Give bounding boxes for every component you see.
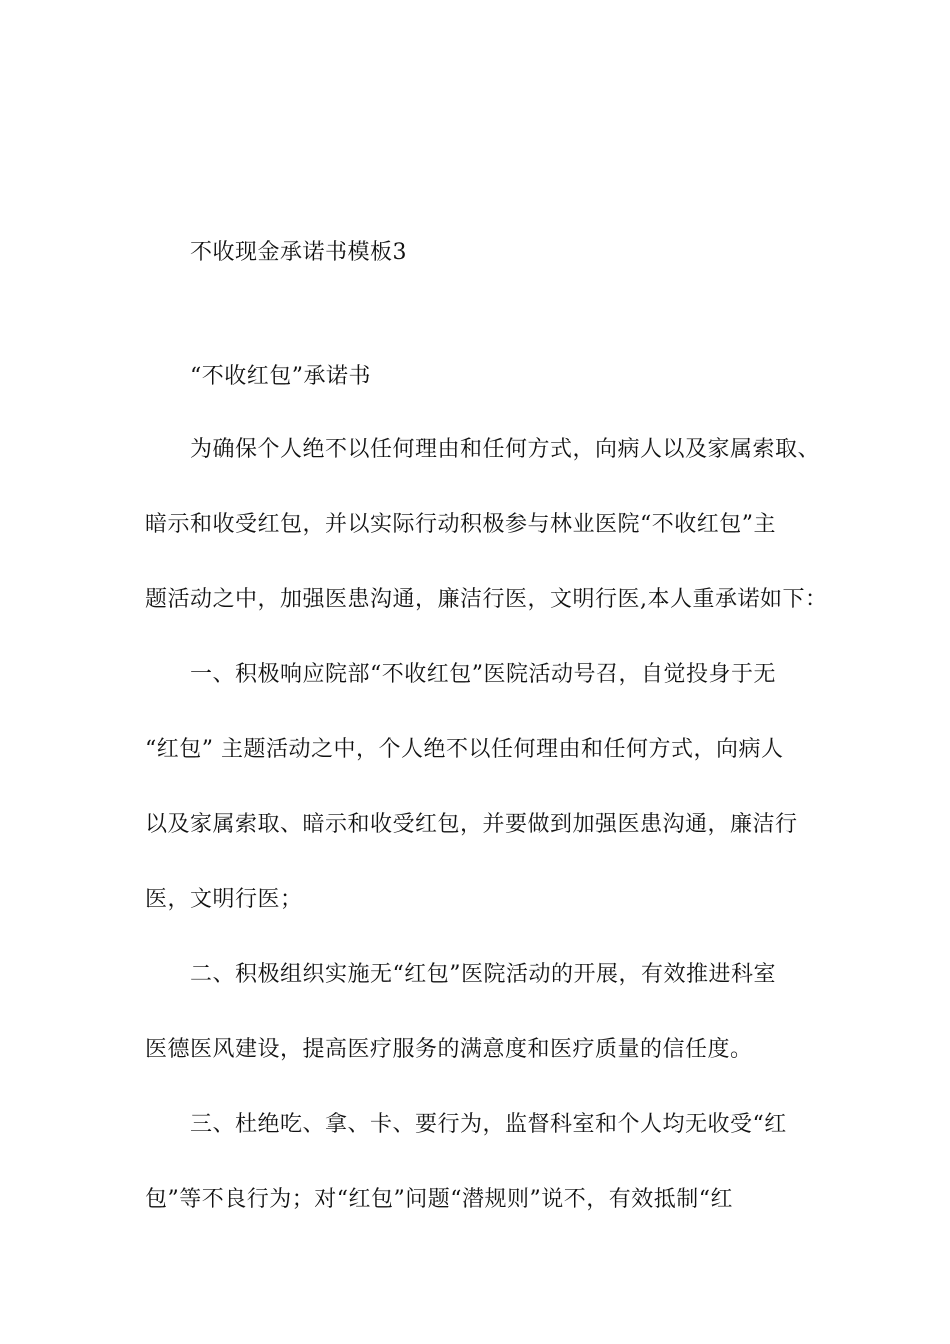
paragraph-line: 题活动之中，加强医患沟通，廉洁行医，文明行医,本人重承诺如下： (145, 587, 828, 612)
paragraph-line: 医，文明行医； (145, 887, 303, 912)
paragraph-line: 包”等不良行为；对“红包”问题“潜规则”说不，有效抵制“红 (145, 1187, 733, 1212)
letter-title: “不收红包”承诺书 (190, 364, 371, 389)
paragraph-line: 二、积极组织实施无“红包”医院活动的开展，有效推进科室 (190, 962, 776, 987)
paragraph-line: 一、积极响应院部“不收红包”医院活动号召，自觉投身于无 (190, 662, 776, 687)
paragraph-line: 为确保个人绝不以任何理由和任何方式，向病人以及家属索取、 (190, 437, 821, 462)
paragraph-line: 以及家属索取、暗示和收受红包，并要做到加强医患沟通，廉洁行 (145, 812, 798, 837)
document-heading: 不收现金承诺书模板3 (190, 240, 407, 265)
paragraph-line: 暗示和收受红包，并以实际行动积极参与林业医院“不收红包”主 (145, 512, 776, 537)
paragraph-line: 三、杜绝吃、拿、卡、要行为，监督科室和个人均无收受“红 (190, 1112, 787, 1137)
paragraph-line: “红包” 主题活动之中，个人绝不以任何理由和任何方式，向病人 (145, 737, 784, 762)
paragraph-line: 医德医风建设，提高医疗服务的满意度和医疗质量的信任度。 (145, 1037, 753, 1062)
